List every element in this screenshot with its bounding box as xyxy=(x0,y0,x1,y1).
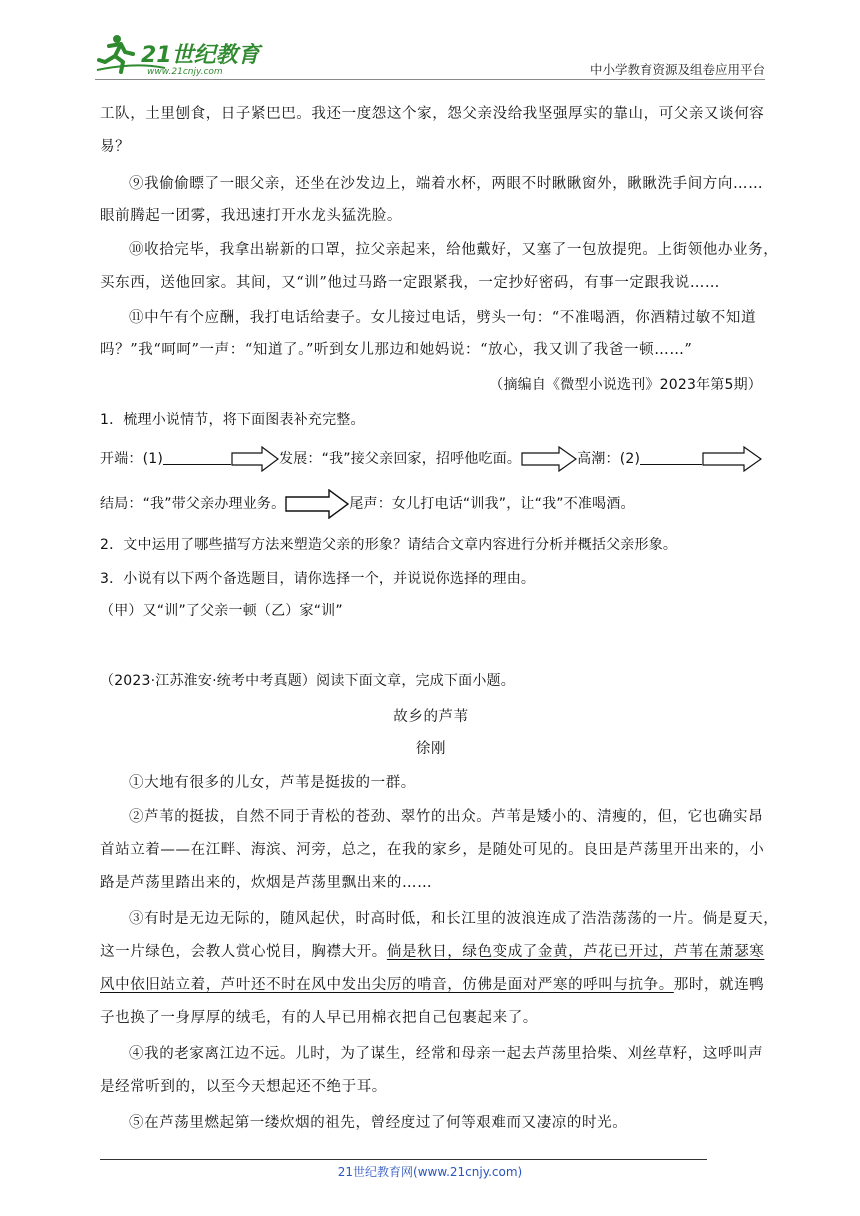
paragraph-8-continued: 工队，土里刨食，日子紧巴巴。我还一度怨这个家，怨父亲没给我坚强厚实的靠山，可父亲又谈何容 xyxy=(100,106,765,122)
question-1: 1．梳理小说情节，将下面图表补充完整。 xyxy=(100,412,365,428)
flow-climax-label: 高潮：(2) xyxy=(577,451,641,467)
article-paragraph-3-line-3 xyxy=(100,969,765,1001)
header-divider xyxy=(95,79,765,80)
paragraph-11-line-1: ⑪中午有个应酬，我打电话给妻子。女儿接过电话，劈头一句：“不准喝酒，你酒精过敏不知道 xyxy=(129,310,757,326)
underlined-sentence: 倘是秋日，绿色变成了金黄，芦花已开过，芦苇在萧瑟寒 xyxy=(386,944,765,960)
article-title: 故乡的芦苇 xyxy=(393,709,469,725)
arrow-right-icon xyxy=(702,446,762,472)
article-paragraph-2-line-2: 首站立着——在江畔、海滨、河旁，总之，在我的家乡，是随处可见的。良田是芦荡里开出来的，小 xyxy=(100,842,765,858)
paragraph-10-line-2: 买东西，送他回家。其间，又“训”他过马路一定跟紧我，一定抄好密码，有事一定跟我说…… xyxy=(100,275,721,291)
story-source: （摘编自《微型小说选刊》2023年第5期） xyxy=(489,377,762,393)
paragraph-9-line-1: ⑨我偷偷瞟了一眼父亲，还坐在沙发边上，端着水杯，两眼不时瞅瞅窗外，瞅瞅洗手间方向…… xyxy=(129,176,764,192)
arrow-right-icon xyxy=(521,446,577,472)
reading-intro: （2023·江苏淮安·统考中考真题）阅读下面文章，完成下面小题。 xyxy=(100,673,515,689)
arrow-right-icon xyxy=(231,446,279,472)
svg-text:www.21cnjy.com: www.21cnjy.com xyxy=(147,67,223,76)
article-author: 徐刚 xyxy=(415,741,447,757)
paragraph-3-text: 这一片绿色，会教人赏心悦目，胸襟大开。 xyxy=(100,944,387,960)
page-header xyxy=(95,32,765,78)
flow-tail: 尾声：女儿打电话“训我”，让“我”不准喝酒。 xyxy=(349,496,635,512)
paragraph-8-continued-end: 易？ xyxy=(100,139,131,155)
answer-blank-2[interactable] xyxy=(640,450,702,465)
svg-text:21世纪教育: 21世纪教育 xyxy=(141,43,260,68)
paragraph-10-line-1: ⑩收拾完毕，我拿出崭新的口罩，拉父亲起来，给他戴好，又塞了一包放提兜。上街领他办业务， xyxy=(129,242,779,258)
footer-link[interactable]: 21世纪教育网(www.21cnjy.com) xyxy=(337,1165,523,1179)
article-paragraph-5: ⑤在芦荡里燃起第一缕炊烟的祖先，曾经度过了何等艰难而又凄凉的时光。 xyxy=(129,1115,628,1131)
runner-logo-icon xyxy=(95,32,265,76)
article-paragraph-1: ①大地有很多的儿女，芦苇是挺拔的一群。 xyxy=(129,775,416,791)
article-paragraph-4-line-2: 是经常听到的，以至今天想起还不绝于耳。 xyxy=(100,1079,387,1095)
paragraph-9-line-2: 眼前腾起一团雾，我迅速打开水龙头猛洗脸。 xyxy=(100,208,402,224)
article-paragraph-2-line-3: 路是芦荡里踏出来的，炊烟是芦荡里飘出来的…… xyxy=(100,875,433,891)
flow-start-label: 开端：(1) xyxy=(100,451,164,467)
flow-develop: 发展：“我”接父亲回家，招呼他吃面。 xyxy=(279,451,522,467)
article-paragraph-2-line-1: ②芦苇的挺拔，自然不同于青松的苍劲、翠竹的出众。芦苇是矮小的、清瘦的，但，它也确实昂 xyxy=(129,809,764,825)
plot-flow-row-1 xyxy=(100,443,762,475)
article-paragraph-3-line-4: 子也换了一身厚厚的绒毛，有的人早已用棉衣把自己包裹起来了。 xyxy=(100,1010,538,1026)
answer-blank-1[interactable] xyxy=(163,450,231,465)
article-paragraph-3-line-2 xyxy=(100,936,765,968)
flow-ending: 结局：“我”带父亲办理业务。 xyxy=(100,496,286,512)
paragraph-3-text: 那时，就连鸭 xyxy=(673,977,765,993)
underlined-sentence: 风中依旧站立着，芦叶还不时在风中发出尖厉的啃音，仿佛是面对严寒的呼叫与抗争。 xyxy=(100,977,674,993)
platform-name: 中小学教育资源及组卷应用平台 xyxy=(589,62,765,77)
plot-flow-row-2 xyxy=(100,488,762,520)
article-paragraph-4-line-1: ④我的老家离江边不远。儿时，为了谋生，经常和母亲一起去芦荡里拾柴、刈丝草籽，这呼叫声 xyxy=(129,1046,764,1062)
question-3-options: （甲）又“训”了父亲一顿（乙）家“训” xyxy=(100,603,343,619)
arrow-right-icon xyxy=(285,489,349,519)
question-2: 2．文中运用了哪些描写方法来塑造父亲的形象？请结合文章内容进行分析并概括父亲形象。 xyxy=(100,537,678,553)
site-logo xyxy=(95,32,265,76)
article-paragraph-3-line-1: ③有时是无边无际的，随风起伏，时高时低，和长江里的波浪连成了浩浩荡荡的一片。倘是夏天， xyxy=(129,911,779,927)
question-3: 3．小说有以下两个备选题目，请你选择一个，并说说你选择的理由。 xyxy=(100,571,536,587)
footer-divider xyxy=(100,1159,707,1160)
paragraph-11-line-2: 吗？”我“呵呵”一声：“知道了。”听到女儿那边和她妈说：“放心，我又训了我爸一顿……” xyxy=(100,342,693,358)
